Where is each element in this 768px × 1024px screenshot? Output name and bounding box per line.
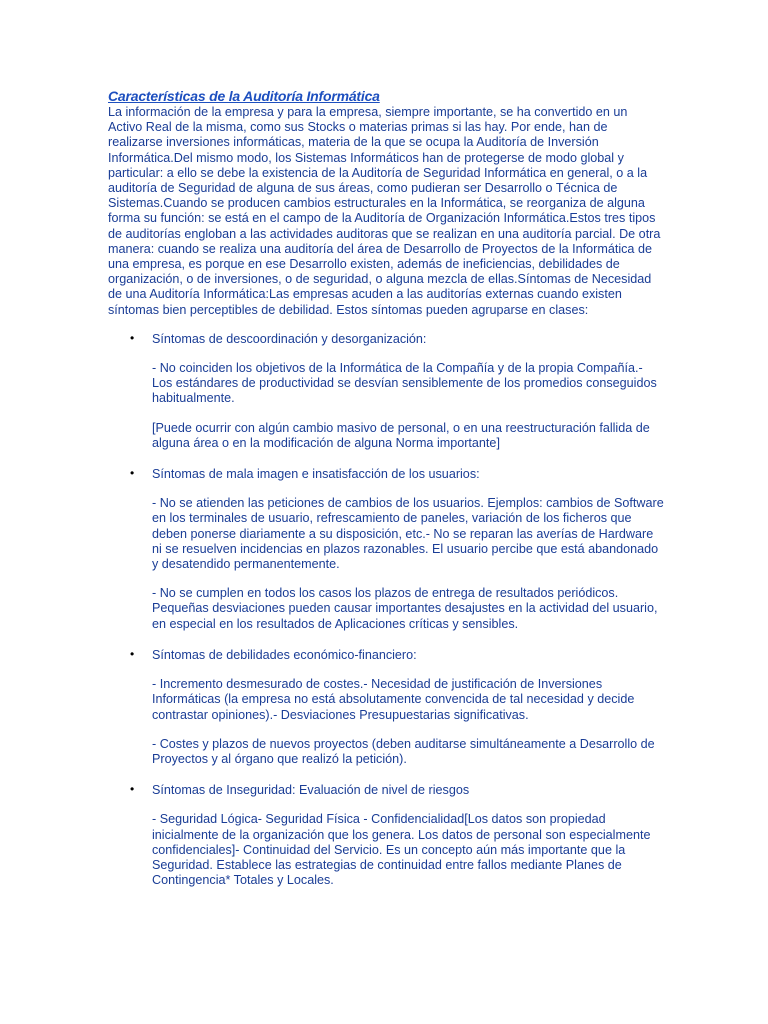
list-item <box>130 467 664 482</box>
section-paragraph: - No se cumplen en todos los casos los plazos de entrega de resultados periódicos. Pequeñas desviaciones pueden causar importantes desajustes en la actividad del usuario, en especial en los resultados de Aplicaciones críticas y sensibles. <box>152 586 658 631</box>
symptom-section-user-dissatisfaction <box>108 467 664 632</box>
section-heading: Síntomas de Inseguridad: Evaluación de nivel de riesgos <box>152 783 470 798</box>
symptom-section-disorganization <box>108 332 664 451</box>
document-title: Características de la Auditoría Informática <box>108 88 380 104</box>
section-heading: Síntomas de descoordinación y desorganización: <box>152 331 427 346</box>
list-item <box>130 332 664 347</box>
bullet-icon: • <box>130 466 135 481</box>
list-item <box>130 648 664 663</box>
section-paragraph: - Incremento desmesurado de costes.- Necesidad de justificación de Inversiones Informáticas (la empresa no está absolutamente convencida de tal necesidad y decide contrastar opiniones).- Desviaciones Presupuestarias significativas. <box>152 677 635 722</box>
bullet-icon: • <box>130 782 135 797</box>
section-paragraph: - Costes y plazos de nuevos proyectos (deben auditarse simultáneamente a Desarrollo de Proyectos y al órgano que realizó la petición). <box>152 736 655 766</box>
section-paragraph: [Puede ocurrir con algún cambio masivo de personal, o en una reestructuración fallida de alguna área o en la modificación de alguna Norma importante] <box>152 420 650 450</box>
section-paragraph: - Seguridad Lógica- Seguridad Física - Confidencialidad[Los datos son propiedad inicialmente de la organización que los genera. Los datos de personal son especialmente confidenciales]- Continuidad del Servicio. Es un concepto aún más importante que la Seguridad. Establece las estrategias de continuidad entre fallos mediante Planes de Contingencia* Totales y Locales. <box>152 812 651 888</box>
symptom-section-financial <box>108 648 664 767</box>
symptom-section-insecurity <box>108 783 664 888</box>
intro-paragraph: La información de la empresa y para la empresa, siempre importante, se ha convertido en un Activo Real de la misma, como sus Stocks o materias primas si las hay. Por ende, han de realizarse inversiones informáticas, materia de la que se ocupa la Auditoría de Inversión Informática.Del mismo modo, los Sistemas Informáticos han de protegerse de modo global y particular: a ello se debe la existencia de la Auditoría de Seguridad Informática en general, o a la auditoría de Seguridad de alguna de sus áreas, como pudieran ser Desarrollo o Técnica de Sistemas.Cuando se producen cambios estructurales en la Informática, se reorganiza de alguna forma su función: se está en el campo de la Auditoría de Organización Informática.Estos tres tipos de auditorías engloban a las actividades auditoras que se realizan en una auditoría parcial. De otra manera: cuando se realiza una auditoría del área de Desarrollo de Proyectos de la Informática de una empresa, es porque en ese Desarrollo existen, además de ineficiencias, debilidades de organización, o de inversiones, o de seguridad, o alguna mezcla de ellas.Síntomas de Necesidad de una Auditoría Informática:Las empresas acuden a las auditorías externas cuando existen síntomas bien perceptibles de debilidad. Estos síntomas pueden agruparse en clases: <box>108 105 661 317</box>
bullet-icon: • <box>130 330 135 345</box>
bullet-icon: • <box>130 646 135 661</box>
list-item <box>130 783 664 798</box>
section-heading: Síntomas de mala imagen e insatisfacción de los usuarios: <box>152 467 480 482</box>
section-paragraph: - No se atienden las peticiones de cambios de los usuarios. Ejemplos: cambios de Software en los terminales de usuario, refrescamiento de paneles, variación de los ficheros que deben ponerse diariamente a su disposición, etc.- No se reparan las averías de Hardware ni se resuelven incidencias en plazos razonables. El usuario percibe que está abandonado y desatendido permanentemente. <box>152 496 664 572</box>
section-paragraph: - No coinciden los objetivos de la Informática de la Compañía y de la propia Compañía.- Los estándares de productividad se desvían sensiblemente de los promedios conseguidos habitualmente. <box>152 361 657 406</box>
section-heading: Síntomas de debilidades económico-financiero: <box>152 647 417 662</box>
document-page <box>108 88 664 904</box>
